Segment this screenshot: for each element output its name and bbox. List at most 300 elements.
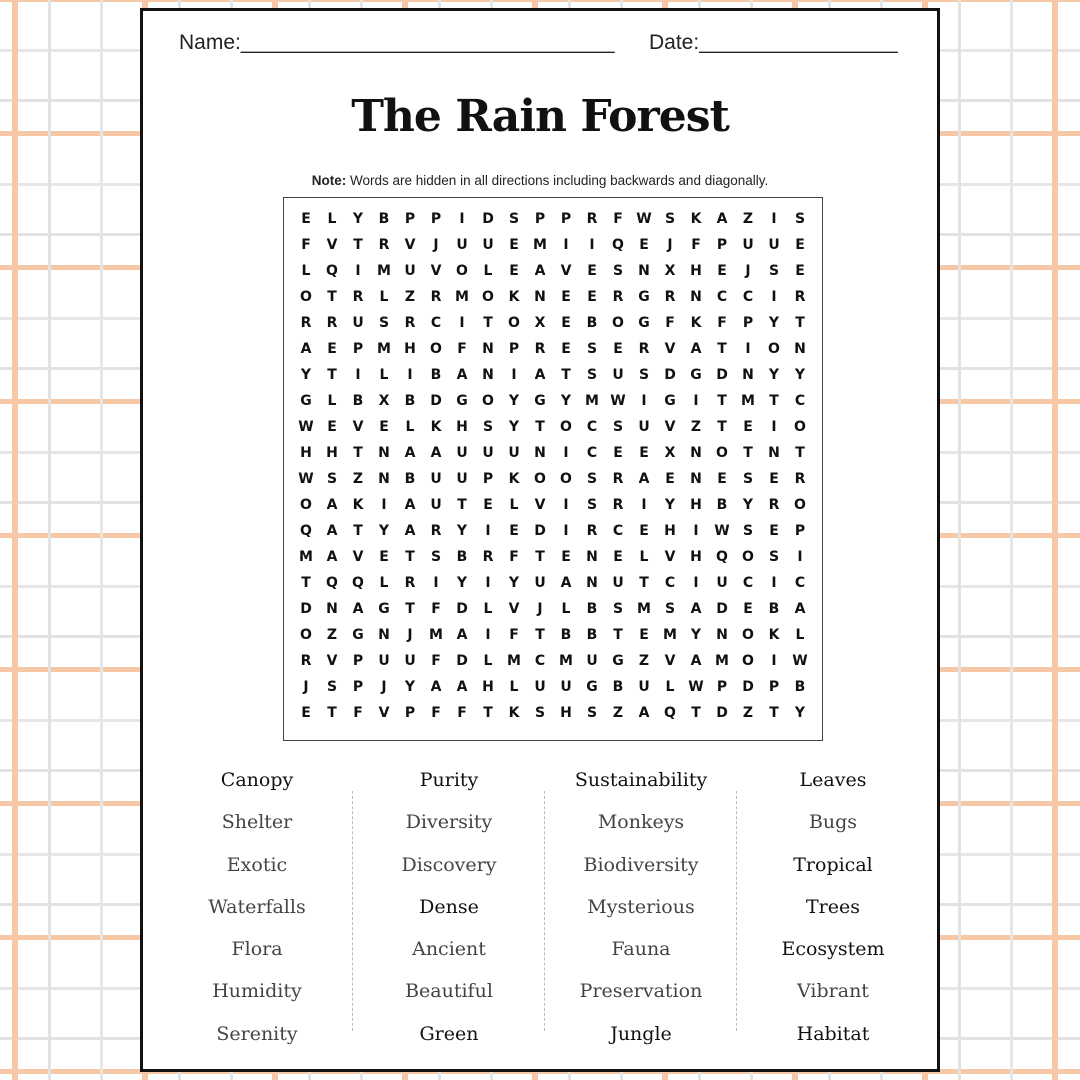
grid-letter[interactable]: N: [690, 471, 702, 487]
grid-letter[interactable]: Q: [300, 523, 312, 539]
grid-letter[interactable]: S: [612, 263, 624, 279]
grid-letter[interactable]: V: [560, 263, 572, 279]
grid-letter[interactable]: S: [586, 471, 598, 487]
grid-letter[interactable]: N: [534, 289, 546, 305]
grid-letter[interactable]: E: [561, 315, 571, 331]
grid-letter[interactable]: S: [664, 211, 676, 227]
grid-letter[interactable]: U: [404, 263, 416, 279]
grid-letter[interactable]: V: [534, 497, 546, 513]
grid-letter[interactable]: A: [430, 445, 442, 461]
grid-letter[interactable]: D: [482, 211, 494, 227]
grid-letter[interactable]: R: [534, 341, 546, 357]
grid-letter[interactable]: M: [715, 653, 729, 669]
grid-letter[interactable]: L: [483, 601, 493, 617]
grid-letter[interactable]: S: [586, 341, 598, 357]
grid-letter[interactable]: V: [352, 419, 364, 435]
grid-letter[interactable]: N: [378, 627, 390, 643]
grid-letter[interactable]: I: [745, 341, 751, 357]
grid-letter[interactable]: O: [742, 627, 754, 643]
grid-letter[interactable]: N: [638, 263, 650, 279]
grid-letter[interactable]: F: [457, 341, 467, 357]
grid-letter[interactable]: R: [404, 575, 416, 591]
grid-letter[interactable]: N: [586, 575, 598, 591]
grid-letter[interactable]: P: [352, 679, 364, 695]
grid-letter[interactable]: P: [508, 341, 520, 357]
grid-letter[interactable]: F: [509, 627, 519, 643]
grid-letter[interactable]: B: [404, 393, 416, 409]
grid-letter[interactable]: P: [716, 679, 728, 695]
grid-letter[interactable]: L: [509, 497, 519, 513]
grid-letter[interactable]: Z: [404, 289, 416, 305]
grid-letter[interactable]: C: [534, 653, 546, 669]
grid-letter[interactable]: E: [587, 289, 597, 305]
grid-letter[interactable]: B: [586, 627, 598, 643]
grid-letter[interactable]: D: [534, 523, 546, 539]
grid-letter[interactable]: O: [430, 341, 442, 357]
grid-letter[interactable]: Q: [326, 263, 338, 279]
grid-letter[interactable]: I: [433, 575, 439, 591]
grid-letter[interactable]: T: [795, 445, 805, 461]
grid-letter[interactable]: T: [769, 705, 779, 721]
grid-letter[interactable]: E: [379, 549, 389, 565]
date-field[interactable]: Date:_________________: [649, 31, 898, 54]
grid-letter[interactable]: P: [534, 211, 546, 227]
grid-letter[interactable]: I: [771, 289, 777, 305]
grid-letter[interactable]: Q: [664, 705, 676, 721]
grid-letter[interactable]: L: [327, 393, 337, 409]
grid-letter[interactable]: V: [430, 263, 442, 279]
grid-letter[interactable]: R: [586, 523, 598, 539]
grid-letter[interactable]: R: [300, 315, 312, 331]
grid-letter[interactable]: H: [404, 341, 416, 357]
grid-letter[interactable]: N: [534, 445, 546, 461]
grid-letter[interactable]: A: [404, 497, 416, 513]
grid-letter[interactable]: N: [794, 341, 806, 357]
grid-letter[interactable]: Q: [716, 549, 728, 565]
grid-letter[interactable]: Z: [638, 653, 650, 669]
grid-letter[interactable]: E: [379, 419, 389, 435]
grid-letter[interactable]: R: [794, 289, 806, 305]
grid-letter[interactable]: T: [717, 419, 727, 435]
grid-letter[interactable]: E: [613, 341, 623, 357]
grid-letter[interactable]: A: [300, 341, 312, 357]
grid-letter[interactable]: L: [379, 367, 389, 383]
grid-letter[interactable]: I: [693, 523, 699, 539]
grid-letter[interactable]: T: [769, 393, 779, 409]
grid-letter[interactable]: C: [664, 575, 676, 591]
grid-letter[interactable]: A: [326, 549, 338, 565]
grid-letter[interactable]: Z: [690, 419, 702, 435]
grid-letter[interactable]: Y: [456, 575, 468, 591]
grid-letter[interactable]: P: [742, 315, 754, 331]
grid-letter[interactable]: T: [327, 705, 337, 721]
grid-letter[interactable]: O: [300, 497, 312, 513]
grid-letter[interactable]: O: [482, 393, 494, 409]
grid-letter[interactable]: L: [639, 549, 649, 565]
grid-letter[interactable]: U: [560, 679, 572, 695]
grid-letter[interactable]: F: [613, 211, 623, 227]
grid-letter[interactable]: A: [456, 367, 468, 383]
grid-letter[interactable]: E: [301, 211, 311, 227]
grid-letter[interactable]: N: [482, 367, 494, 383]
grid-letter[interactable]: Y: [404, 679, 416, 695]
grid-letter[interactable]: H: [482, 679, 494, 695]
grid-letter[interactable]: S: [794, 211, 806, 227]
grid-letter[interactable]: T: [743, 445, 753, 461]
grid-letter[interactable]: T: [405, 601, 415, 617]
grid-letter[interactable]: O: [482, 289, 494, 305]
grid-letter[interactable]: T: [717, 341, 727, 357]
grid-letter[interactable]: K: [508, 705, 520, 721]
grid-letter[interactable]: G: [586, 679, 598, 695]
grid-letter[interactable]: Y: [456, 523, 468, 539]
grid-letter[interactable]: O: [742, 653, 754, 669]
grid-letter[interactable]: O: [716, 445, 728, 461]
grid-letter[interactable]: A: [638, 471, 650, 487]
grid-letter[interactable]: E: [561, 549, 571, 565]
grid-letter[interactable]: F: [457, 705, 467, 721]
grid-letter[interactable]: D: [664, 367, 676, 383]
grid-letter[interactable]: C: [716, 289, 728, 305]
grid-letter[interactable]: V: [326, 653, 338, 669]
grid-letter[interactable]: U: [534, 575, 546, 591]
grid-letter[interactable]: M: [455, 289, 469, 305]
grid-letter[interactable]: K: [352, 497, 364, 513]
grid-letter[interactable]: C: [586, 445, 598, 461]
grid-letter[interactable]: Y: [664, 497, 676, 513]
grid-letter[interactable]: M: [585, 393, 599, 409]
grid-letter[interactable]: T: [353, 523, 363, 539]
grid-letter[interactable]: U: [430, 471, 442, 487]
grid-letter[interactable]: Y: [794, 367, 806, 383]
grid-letter[interactable]: S: [768, 263, 780, 279]
grid-letter[interactable]: P: [560, 211, 572, 227]
grid-letter[interactable]: H: [326, 445, 338, 461]
grid-letter[interactable]: R: [430, 523, 442, 539]
grid-letter[interactable]: Y: [690, 627, 702, 643]
grid-letter[interactable]: V: [404, 237, 416, 253]
grid-letter[interactable]: O: [742, 549, 754, 565]
grid-letter[interactable]: U: [378, 653, 390, 669]
grid-letter[interactable]: W: [688, 679, 704, 695]
grid-letter[interactable]: R: [638, 341, 650, 357]
grid-letter[interactable]: O: [300, 627, 312, 643]
grid-letter[interactable]: U: [404, 653, 416, 669]
grid-letter[interactable]: E: [587, 263, 597, 279]
grid-letter[interactable]: D: [430, 393, 442, 409]
grid-letter[interactable]: X: [378, 393, 390, 409]
grid-letter[interactable]: Y: [300, 367, 312, 383]
grid-letter[interactable]: U: [456, 471, 468, 487]
grid-letter[interactable]: Y: [508, 393, 520, 409]
grid-letter[interactable]: N: [690, 289, 702, 305]
grid-letter[interactable]: I: [381, 497, 387, 513]
grid-letter[interactable]: J: [381, 679, 387, 695]
grid-letter[interactable]: U: [456, 237, 468, 253]
grid-letter[interactable]: K: [690, 315, 702, 331]
grid-letter[interactable]: O: [768, 341, 780, 357]
grid-letter[interactable]: F: [431, 653, 441, 669]
grid-letter[interactable]: L: [561, 601, 571, 617]
grid-letter[interactable]: E: [717, 263, 727, 279]
grid-letter[interactable]: Z: [742, 705, 754, 721]
grid-letter[interactable]: E: [769, 471, 779, 487]
grid-letter[interactable]: C: [794, 575, 806, 591]
grid-letter[interactable]: N: [690, 445, 702, 461]
grid-letter[interactable]: T: [457, 497, 467, 513]
grid-letter[interactable]: O: [794, 497, 806, 513]
grid-letter[interactable]: L: [379, 575, 389, 591]
grid-letter[interactable]: J: [667, 237, 673, 253]
grid-letter[interactable]: B: [586, 315, 598, 331]
grid-letter[interactable]: E: [665, 471, 675, 487]
grid-letter[interactable]: E: [795, 237, 805, 253]
grid-letter[interactable]: X: [664, 445, 676, 461]
grid-letter[interactable]: R: [300, 653, 312, 669]
grid-letter[interactable]: T: [535, 627, 545, 643]
grid-letter[interactable]: B: [456, 549, 468, 565]
grid-letter[interactable]: L: [665, 679, 675, 695]
name-field[interactable]: Name:________________________________: [179, 31, 615, 54]
grid-letter[interactable]: P: [352, 341, 364, 357]
grid-letter[interactable]: G: [638, 315, 650, 331]
grid-letter[interactable]: O: [456, 263, 468, 279]
grid-letter[interactable]: A: [430, 679, 442, 695]
grid-letter[interactable]: F: [691, 237, 701, 253]
grid-letter[interactable]: A: [404, 445, 416, 461]
grid-letter[interactable]: B: [352, 393, 364, 409]
grid-letter[interactable]: J: [303, 679, 309, 695]
grid-letter[interactable]: B: [768, 601, 780, 617]
grid-letter[interactable]: Y: [742, 497, 754, 513]
grid-letter[interactable]: E: [639, 445, 649, 461]
grid-letter[interactable]: N: [716, 627, 728, 643]
grid-letter[interactable]: P: [768, 679, 780, 695]
grid-letter[interactable]: M: [637, 601, 651, 617]
grid-letter[interactable]: J: [745, 263, 751, 279]
grid-letter[interactable]: G: [378, 601, 390, 617]
grid-letter[interactable]: T: [795, 315, 805, 331]
grid-letter[interactable]: W: [714, 523, 730, 539]
grid-letter[interactable]: R: [612, 471, 624, 487]
grid-letter[interactable]: I: [355, 367, 361, 383]
grid-letter[interactable]: Q: [612, 237, 624, 253]
grid-letter[interactable]: E: [717, 471, 727, 487]
grid-letter[interactable]: I: [485, 627, 491, 643]
grid-letter[interactable]: L: [509, 679, 519, 695]
grid-letter[interactable]: I: [771, 653, 777, 669]
grid-letter[interactable]: H: [690, 497, 702, 513]
grid-letter[interactable]: E: [795, 263, 805, 279]
grid-letter[interactable]: U: [612, 575, 624, 591]
grid-letter[interactable]: A: [404, 523, 416, 539]
grid-letter[interactable]: E: [327, 419, 337, 435]
grid-letter[interactable]: U: [768, 237, 780, 253]
grid-letter[interactable]: B: [794, 679, 806, 695]
grid-letter[interactable]: T: [301, 575, 311, 591]
grid-letter[interactable]: U: [534, 679, 546, 695]
grid-letter[interactable]: A: [638, 705, 650, 721]
grid-letter[interactable]: J: [407, 627, 413, 643]
grid-letter[interactable]: W: [636, 211, 652, 227]
grid-letter[interactable]: A: [716, 211, 728, 227]
grid-letter[interactable]: A: [560, 575, 572, 591]
grid-letter[interactable]: I: [797, 549, 803, 565]
grid-letter[interactable]: M: [377, 341, 391, 357]
grid-letter[interactable]: E: [483, 497, 493, 513]
grid-letter[interactable]: R: [612, 289, 624, 305]
grid-letter[interactable]: V: [378, 705, 390, 721]
grid-letter[interactable]: E: [509, 523, 519, 539]
grid-letter[interactable]: S: [586, 705, 598, 721]
grid-letter[interactable]: E: [509, 263, 519, 279]
grid-letter[interactable]: R: [794, 471, 806, 487]
grid-letter[interactable]: G: [612, 653, 624, 669]
grid-letter[interactable]: A: [534, 367, 546, 383]
grid-letter[interactable]: Y: [768, 367, 780, 383]
grid-letter[interactable]: P: [794, 523, 806, 539]
grid-letter[interactable]: O: [508, 315, 520, 331]
grid-letter[interactable]: M: [299, 549, 313, 565]
grid-letter[interactable]: M: [377, 263, 391, 279]
grid-letter[interactable]: I: [485, 575, 491, 591]
grid-letter[interactable]: U: [638, 419, 650, 435]
grid-letter[interactable]: G: [456, 393, 468, 409]
grid-letter[interactable]: N: [482, 341, 494, 357]
grid-letter[interactable]: E: [639, 237, 649, 253]
grid-letter[interactable]: T: [535, 549, 545, 565]
grid-letter[interactable]: Y: [560, 393, 572, 409]
grid-letter[interactable]: Y: [508, 575, 520, 591]
grid-letter[interactable]: G: [690, 367, 702, 383]
grid-letter[interactable]: S: [534, 705, 546, 721]
grid-letter[interactable]: S: [664, 601, 676, 617]
grid-letter[interactable]: P: [716, 237, 728, 253]
grid-letter[interactable]: F: [431, 705, 441, 721]
grid-letter[interactable]: Z: [612, 705, 624, 721]
grid-letter[interactable]: U: [508, 445, 520, 461]
grid-letter[interactable]: U: [612, 367, 624, 383]
grid-letter[interactable]: G: [638, 289, 650, 305]
grid-letter[interactable]: S: [742, 471, 754, 487]
grid-letter[interactable]: W: [298, 419, 314, 435]
grid-letter[interactable]: D: [716, 601, 728, 617]
grid-letter[interactable]: D: [742, 679, 754, 695]
grid-letter[interactable]: Y: [768, 315, 780, 331]
grid-letter[interactable]: T: [639, 575, 649, 591]
grid-letter[interactable]: Y: [352, 211, 364, 227]
grid-letter[interactable]: I: [511, 367, 517, 383]
grid-letter[interactable]: L: [795, 627, 805, 643]
grid-letter[interactable]: C: [612, 523, 624, 539]
grid-letter[interactable]: E: [613, 445, 623, 461]
grid-letter[interactable]: J: [537, 601, 543, 617]
grid-letter[interactable]: T: [691, 705, 701, 721]
grid-letter[interactable]: I: [563, 523, 569, 539]
grid-letter[interactable]: E: [561, 341, 571, 357]
grid-letter[interactable]: R: [612, 497, 624, 513]
grid-letter[interactable]: E: [327, 341, 337, 357]
grid-letter[interactable]: U: [638, 679, 650, 695]
grid-letter[interactable]: A: [326, 523, 338, 539]
grid-letter[interactable]: I: [563, 237, 569, 253]
grid-letter[interactable]: K: [508, 289, 520, 305]
grid-letter[interactable]: A: [326, 497, 338, 513]
grid-letter[interactable]: E: [509, 237, 519, 253]
grid-letter[interactable]: O: [534, 471, 546, 487]
grid-letter[interactable]: A: [690, 601, 702, 617]
grid-letter[interactable]: C: [586, 419, 598, 435]
grid-letter[interactable]: U: [430, 497, 442, 513]
grid-letter[interactable]: D: [716, 705, 728, 721]
grid-letter[interactable]: T: [353, 445, 363, 461]
grid-letter[interactable]: Y: [508, 419, 520, 435]
grid-letter[interactable]: A: [456, 679, 468, 695]
grid-letter[interactable]: I: [771, 419, 777, 435]
grid-letter[interactable]: B: [430, 367, 442, 383]
grid-letter[interactable]: T: [353, 237, 363, 253]
grid-letter[interactable]: B: [716, 497, 728, 513]
grid-letter[interactable]: F: [301, 237, 311, 253]
grid-letter[interactable]: S: [326, 471, 338, 487]
grid-letter[interactable]: I: [485, 523, 491, 539]
grid-letter[interactable]: P: [430, 211, 442, 227]
grid-letter[interactable]: Q: [326, 575, 338, 591]
grid-letter[interactable]: F: [717, 315, 727, 331]
grid-letter[interactable]: H: [690, 549, 702, 565]
grid-letter[interactable]: E: [301, 705, 311, 721]
grid-letter[interactable]: T: [327, 289, 337, 305]
grid-letter[interactable]: T: [717, 393, 727, 409]
grid-letter[interactable]: I: [641, 393, 647, 409]
grid-letter[interactable]: R: [378, 237, 390, 253]
grid-letter[interactable]: R: [404, 315, 416, 331]
grid-letter[interactable]: E: [639, 627, 649, 643]
grid-letter[interactable]: M: [663, 627, 677, 643]
grid-letter[interactable]: H: [300, 445, 312, 461]
grid-letter[interactable]: E: [743, 419, 753, 435]
grid-letter[interactable]: U: [586, 653, 598, 669]
grid-letter[interactable]: T: [483, 315, 493, 331]
grid-letter[interactable]: P: [482, 471, 494, 487]
grid-letter[interactable]: M: [429, 627, 443, 643]
grid-letter[interactable]: B: [404, 471, 416, 487]
grid-letter[interactable]: S: [508, 211, 520, 227]
grid-letter[interactable]: Q: [352, 575, 364, 591]
grid-letter[interactable]: K: [508, 471, 520, 487]
grid-letter[interactable]: K: [690, 211, 702, 227]
grid-letter[interactable]: U: [716, 575, 728, 591]
grid-letter[interactable]: M: [741, 393, 755, 409]
grid-letter[interactable]: E: [639, 523, 649, 539]
grid-letter[interactable]: R: [326, 315, 338, 331]
grid-letter[interactable]: H: [560, 705, 572, 721]
grid-letter[interactable]: P: [352, 653, 364, 669]
grid-letter[interactable]: F: [431, 601, 441, 617]
grid-letter[interactable]: E: [769, 523, 779, 539]
grid-letter[interactable]: I: [459, 211, 465, 227]
grid-letter[interactable]: M: [559, 653, 573, 669]
grid-letter[interactable]: O: [794, 419, 806, 435]
grid-letter[interactable]: V: [352, 549, 364, 565]
grid-letter[interactable]: M: [507, 653, 521, 669]
grid-letter[interactable]: T: [483, 705, 493, 721]
grid-letter[interactable]: F: [509, 549, 519, 565]
grid-letter[interactable]: R: [586, 211, 598, 227]
grid-letter[interactable]: D: [456, 653, 468, 669]
grid-letter[interactable]: T: [561, 367, 571, 383]
grid-letter[interactable]: A: [456, 627, 468, 643]
